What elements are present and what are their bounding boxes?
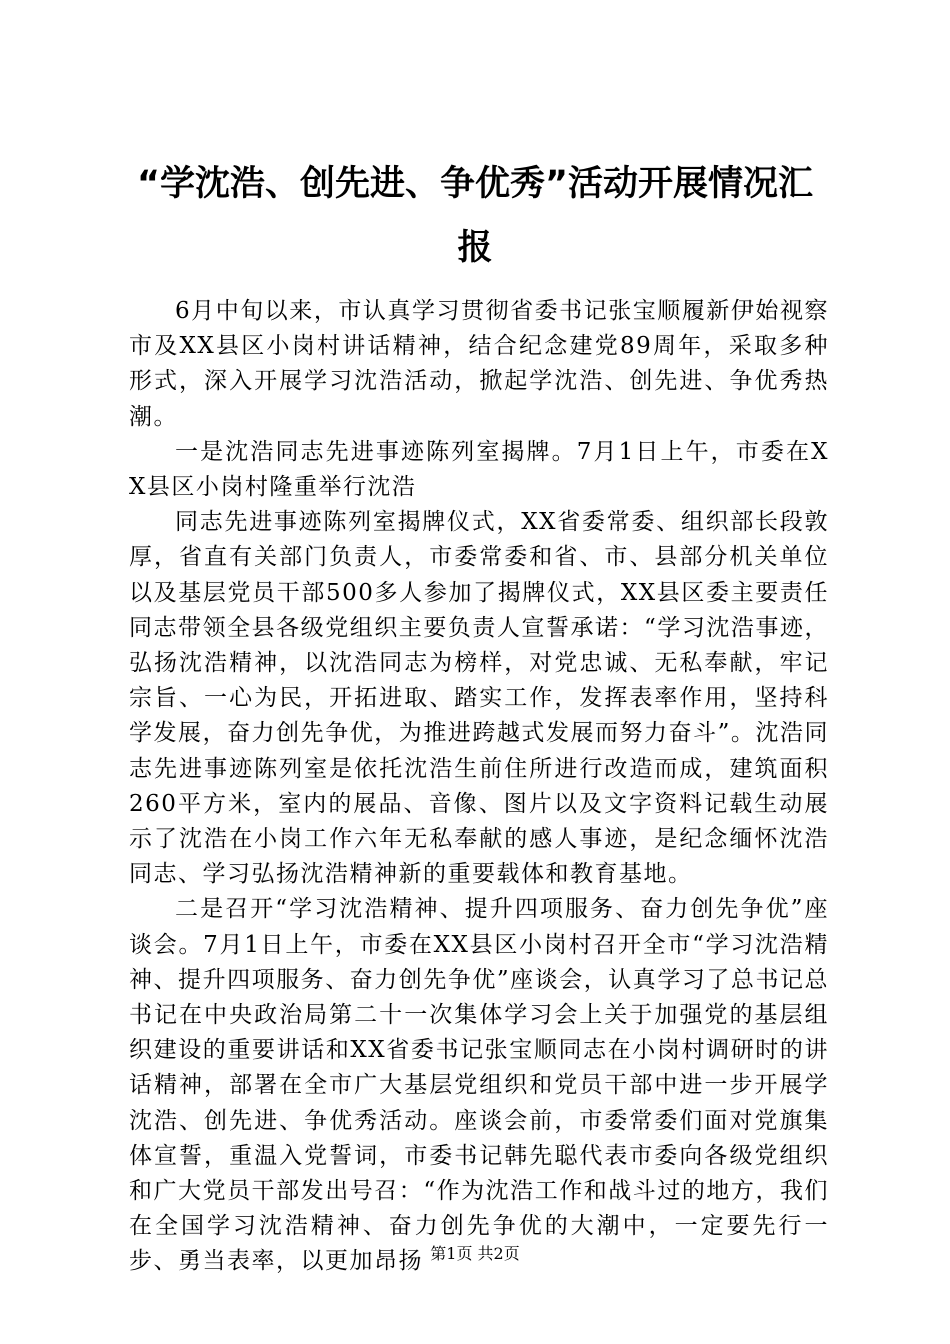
paragraph-item-two: 二是召开“学习沈浩精神、提升四项服务、奋力创先争优”座谈会。7月1日上午，市委在XX县区小岗村召开全市“学习沈浩精神、提升四项服务、奋力创先争优”座谈会，认真学习了总书记总书记在中央政治局第二十一次集体学习会上关于加强党的基层组织建设的重要讲话和XX省委书记张宝顺同志在小岗村调研时的讲话精神，部署在全市广大基层党组织和党员干部中进一步开展学沈浩、创先进、争优秀活动。座谈会前，市委常委们面对党旗集体宣誓，重温入党誓词，市委书记韩先聪代表市委向各级党组织和广大党员干部发出号召：“作为沈浩工作和战斗过的地方，我们在全国学习沈浩精神、奋力创先争优的大潮中，一定要先行一步、勇当表率，以更加昂扬 [129,896,829,1275]
page-footer: 第1页 共2页 [430,1244,520,1263]
document-title: “学沈浩、创先进、争优秀”活动开展情况汇报 [136,164,813,268]
paragraph-item-one: 一是沈浩同志先进事迹陈列室揭牌。7月1日上午，市委在XX县区小岗村隆重举行沈浩 [129,438,829,501]
paragraph-item-one-continued: 同志先进事迹陈列室揭牌仪式，XX省委常委、组织部长段敦厚，省直有关部门负责人，市委常委和省、市、县部分机关单位以及基层党员干部500多人参加了揭牌仪式，XX县区委主要责任同志带领全县各级党组织主要负责人宣誓承诺：“学习沈浩事迹，弘扬沈浩精神，以沈浩同志为榜样，对党忠诚、无私奉献，牢记宗旨、一心为民，开拓进取、踏实工作，发挥表率作用，坚持科学发展，奋力创先争优，为推进跨越式发展而努力奋斗”。沈浩同志先进事迹陈列室是依托沈浩生前住所进行改造而成，建筑面积260平方米，室内的展品、音像、图片以及文字资料记载生动展示了沈浩在小岗工作六年无私奉献的感人事迹，是纪念缅怀沈浩同志、学习弘扬沈浩精神新的重要载体和教育基地。 [129,509,829,888]
paragraph-intro: 6月中旬以来，市认真学习贯彻省委书记张宝顺履新伊始视察市及XX县区小岗村讲话精神，结合纪念建党89周年，采取多种形式，深入开展学习沈浩活动，掀起学沈浩、创先进、争优秀热潮。 [129,298,829,430]
document-body [129,294,829,1280]
